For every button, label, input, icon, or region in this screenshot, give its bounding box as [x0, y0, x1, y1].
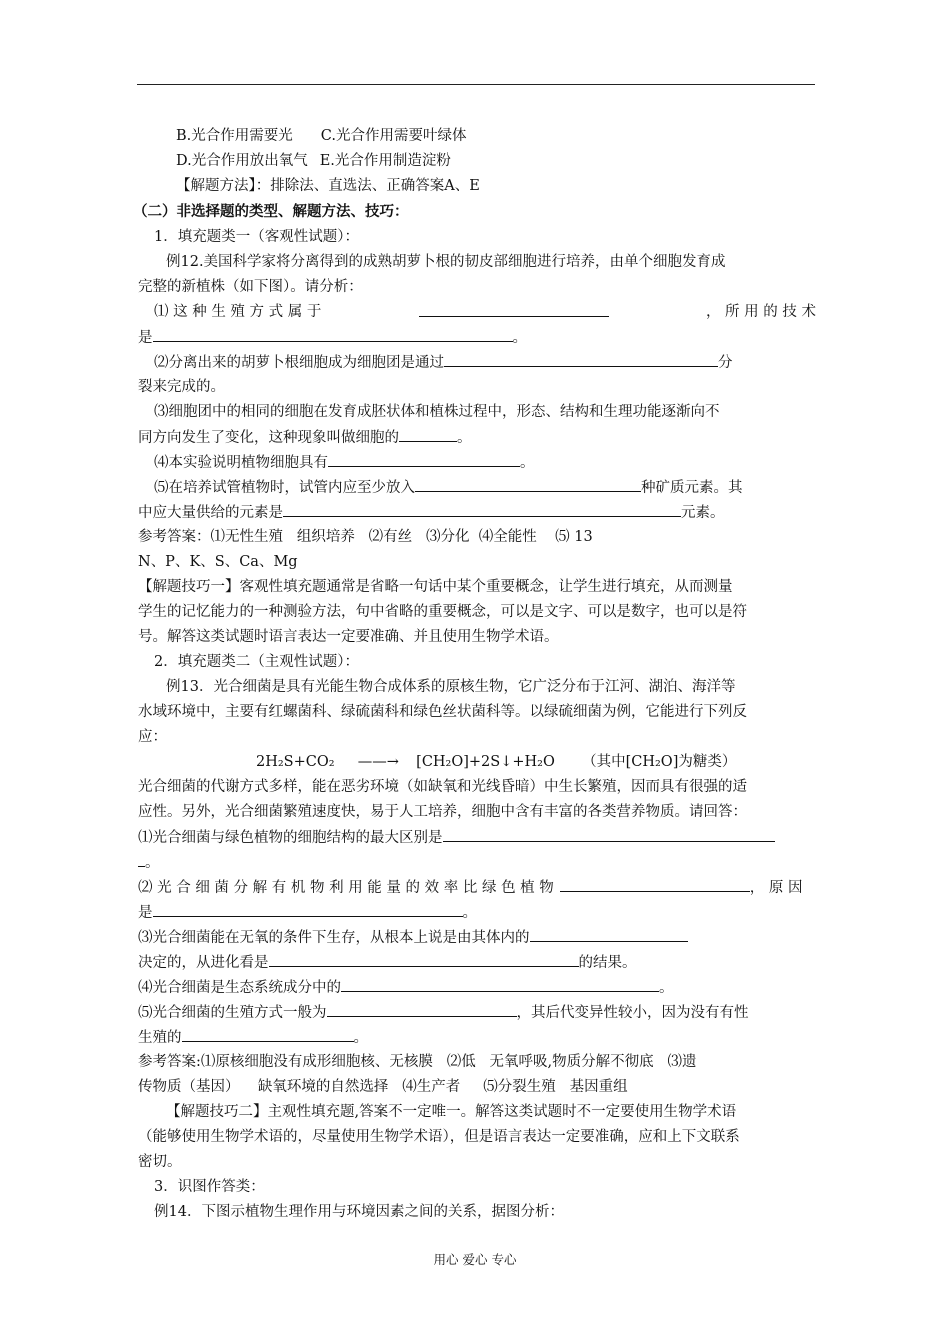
question-line: 决定的，从进化看是 的结果。 — [138, 955, 637, 971]
technique-text: 学生的记忆能力的一种测验方法，句中省略的重要概念，可以是文字、可以是数字，也可以是符 — [138, 604, 747, 620]
reference-answer: 参考答案：⑴无性生殖 组织培养 ⑵有丝 ⑶分化 ⑷全能性 ⑸ 13 — [138, 529, 593, 545]
question-line: 中应大量供给的元素是 元素。 — [138, 505, 725, 521]
answer-blank — [327, 1003, 517, 1017]
answer-blank — [419, 303, 609, 317]
question-line: ⑷本实验说明植物细胞具有 。 — [154, 455, 535, 471]
answer-blank — [138, 853, 145, 867]
question-line: ⑸光合细菌的生殖方式一般为 ，其后代变异性较小，因为没有有性 — [138, 1005, 749, 1021]
answer-blank — [153, 903, 463, 917]
technique-text: 【解题技巧二】主观性填充题,答案不一定唯一。解答这类试题时不一定要使用生物学术语 — [166, 1104, 737, 1120]
question-text: 应： — [138, 729, 167, 745]
question-text: 例13．光合细菌是具有光能生物合成体系的原核生物，它广泛分布于江河、湖泊、海洋等 — [166, 679, 736, 695]
page-footer: 用心 爱心 专心 — [433, 1252, 517, 1267]
answer-blank — [269, 953, 579, 967]
question-line: ⑸在培养试管植物时，试管内应至少放入 种矿质元素。其 — [154, 480, 743, 496]
answer-blank — [153, 328, 513, 342]
option-c: C.光合作用需要叶绿体 — [320, 128, 467, 144]
answer-blank — [328, 453, 520, 467]
arrow-icon: ——→ — [357, 754, 399, 770]
question-text: ⑶细胞团中的相同的细胞在发育成胚状体和植株过程中，形态、结构和生理功能逐渐向不 — [154, 404, 720, 420]
section-heading: （二）非选择题的类型、解题方法、技巧： — [133, 203, 409, 220]
subsection-heading: 3．识图作答类： — [154, 1179, 265, 1195]
reference-answer: 传物质（基因） 缺氧环境的自然选择 ⑷生产者 ⑸分裂生殖 基因重组 — [138, 1079, 628, 1095]
reference-answer: 参考答案:⑴原核细胞没有成形细胞核、无核膜 ⑵低 无氧呼吸,物质分解不彻底 ⑶遗 — [138, 1054, 697, 1070]
option-line — [138, 152, 854, 171]
question-text: 例14．下图示植物生理作用与环境因素之间的关系，据图分析： — [154, 1204, 564, 1220]
question-text: 光合细菌的代谢方式多样，能在恶劣环境（如缺氧和光线昏暗）中生长繁殖，因而具有很强的适 — [138, 779, 747, 795]
question-text: 应性。另外，光合细菌繁殖速度快，易于人工培养，细胞中含有丰富的各类营养物质。请回答： — [138, 804, 747, 820]
technique-text: （能够使用生物学术语的，尽量使用生物学术语），但是语言表达一定要准确，应和上下文联系 — [138, 1129, 740, 1145]
answer-blank — [444, 353, 718, 367]
answer-blank — [341, 978, 659, 992]
technique-text: 密切。 — [138, 1154, 182, 1170]
answer-blank — [530, 928, 688, 942]
question-line: ⑴光合细菌与绿色植物的细胞结构的最大区别是 — [138, 828, 816, 848]
question-line: ⑷光合细菌是生态系统成分中的 。 — [138, 980, 674, 996]
method-line: 【解题方法】：排除法、直选法、正确答案A、E — [176, 178, 480, 194]
question-line: ⑵分离出来的胡萝卜根细胞成为细胞团是通过 分 — [154, 355, 733, 371]
question-line: ⑶光合细菌能在无氧的条件下生存，从根本上说是由其体内的 — [138, 928, 816, 948]
question-line: 同方向发生了变化，这种现象叫做细胞的 。 — [138, 430, 472, 446]
question-line: ⑴ 这 种 生 殖 方 式 属 于 ， 所 用 的 技 术 — [154, 304, 816, 320]
technique-text: 号。解答这类试题时语言表达一定要准确、并且使用生物学术语。 — [138, 629, 559, 645]
answer-blank — [560, 878, 750, 892]
question-line: 是 。 — [138, 330, 527, 346]
header-rule — [137, 84, 815, 85]
answer-blank — [415, 478, 641, 492]
question-line: 生殖的 。 — [138, 1030, 368, 1046]
answer-blank — [399, 428, 457, 442]
answer-blank — [443, 828, 775, 842]
option-e: E.光合作用制造淀粉 — [319, 153, 451, 169]
subsection-heading: 1．填充题类一（客观性试题）： — [154, 229, 359, 245]
question-text: 完整的新植株（如下图）。请分析： — [138, 279, 363, 295]
question-text: 例12.美国科学家将分离得到的成熟胡萝卜根的韧皮部细胞进行培养，由单个细胞发育成 — [166, 254, 726, 270]
question-line: 是 。 — [138, 905, 477, 921]
answer-blank — [182, 1028, 354, 1042]
option-d: D.光合作用放出氧气 — [176, 153, 308, 169]
option-line — [138, 127, 854, 146]
question-text: 水域环境中，主要有红螺菌科、绿硫菌科和绿色丝状菌科等。以绿硫细菌为例，它能进行下列反 — [138, 704, 747, 720]
technique-text: 【解题技巧一】客观性填充题通常是省略一句话中某个重要概念，让学生进行填充，从而测量 — [138, 579, 733, 595]
reaction-equation: 2H₂S+CO₂ ——→ [CH₂O]+2S↓+H₂O （其中[CH₂O]为糖类） — [256, 754, 737, 770]
reference-answer: N、P、K、S、Ca、Mg — [138, 554, 298, 570]
answer-blank — [283, 503, 681, 517]
question-line: 。 — [138, 853, 816, 873]
option-b: B.光合作用需要光 — [176, 128, 293, 144]
question-line: ⑵ 光 合 细 菌 分 解 有 机 物 利 用 能 量 的 效 率 比 绿 色 植 物 ， 原 因 — [138, 880, 803, 896]
question-text: 裂来完成的。 — [138, 379, 225, 395]
subsection-heading: 2．填充题类二（主观性试题）： — [154, 654, 359, 670]
